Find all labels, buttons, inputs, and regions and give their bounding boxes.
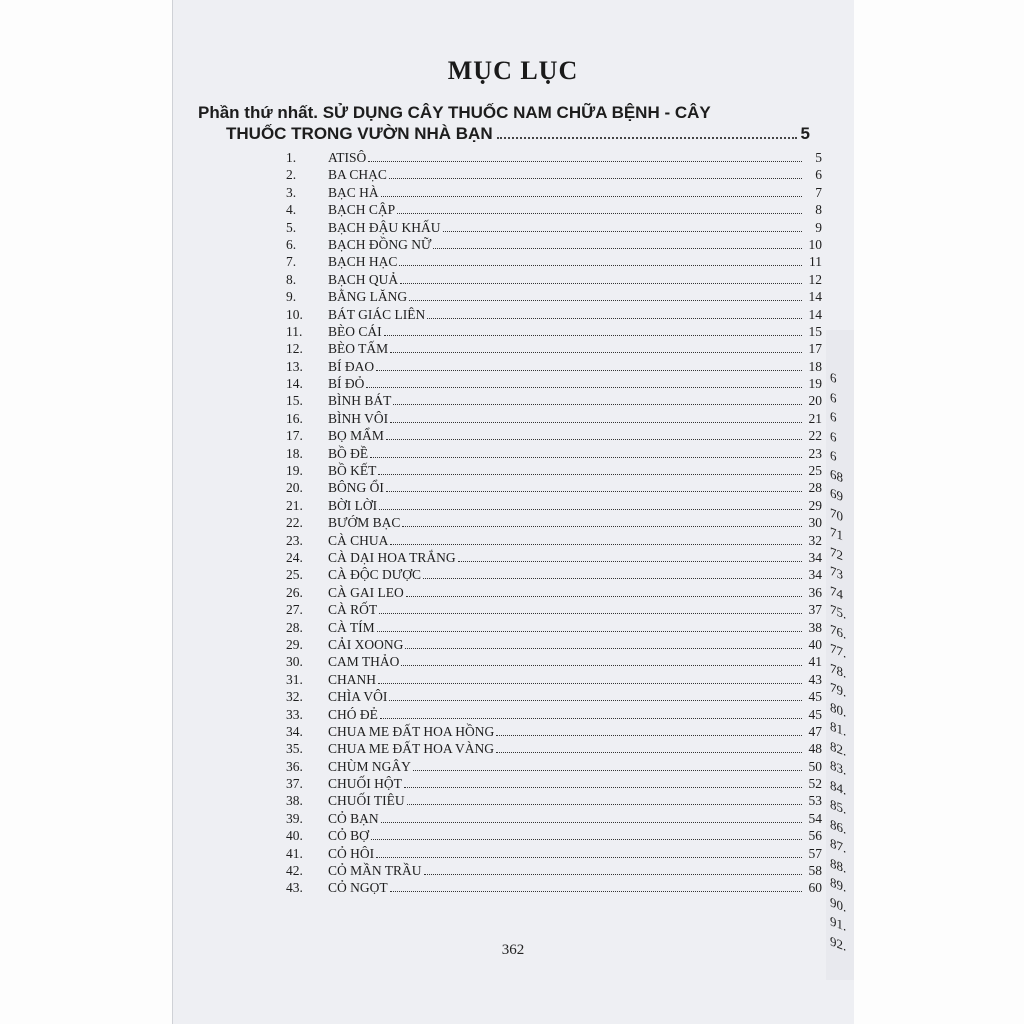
toc-entry <box>286 654 822 671</box>
entry-number: 24. <box>286 549 303 565</box>
entry-number: 28. <box>286 619 303 635</box>
entry-page: 30 <box>808 515 822 531</box>
entry-page: 52 <box>808 776 822 792</box>
entry-title: BẠCH HẠC <box>328 254 398 270</box>
dot-leader <box>400 283 802 284</box>
next-page-fragment: 83. <box>830 757 847 778</box>
entry-number: 14. <box>286 376 303 392</box>
entry-title: BÁT GIÁC LIÊN <box>328 306 426 322</box>
toc-entry <box>286 550 822 567</box>
entry-page: 57 <box>808 845 822 861</box>
dot-leader <box>390 352 802 353</box>
next-page-fragment: 78. <box>830 659 847 681</box>
next-page-fragment: 6 <box>830 427 837 445</box>
dot-leader <box>390 544 802 545</box>
entry-title: BƯỚM BẠC <box>328 515 401 531</box>
toc-entry <box>286 637 822 654</box>
toc-entry <box>286 724 822 741</box>
entry-page: 41 <box>808 654 822 670</box>
dot-leader <box>405 648 802 649</box>
dot-leader <box>393 404 802 405</box>
dot-leader <box>368 161 802 162</box>
toc-entry <box>286 341 822 358</box>
entry-page: 7 <box>815 184 822 200</box>
next-page-fragment: 91. <box>830 913 847 934</box>
dot-leader <box>402 526 802 527</box>
toc-entry <box>286 602 822 619</box>
dot-leader <box>407 804 802 805</box>
toc-entry <box>286 289 822 306</box>
entry-page: 10 <box>808 236 822 252</box>
entry-title: BẠC HÀ <box>328 184 379 200</box>
toc-entry <box>286 585 822 602</box>
entry-page: 40 <box>808 636 822 652</box>
entry-page: 14 <box>808 306 822 322</box>
dot-leader <box>389 700 802 701</box>
entry-number: 5. <box>286 219 297 235</box>
toc-entry <box>286 567 822 584</box>
entry-title: CỎ BẠN <box>328 810 379 826</box>
entry-number: 26. <box>286 584 303 600</box>
toc-entry <box>286 324 822 341</box>
entry-title: BẠCH QUẢ <box>328 271 399 287</box>
entry-title: CHÌA VÔI <box>328 689 388 705</box>
dot-leader <box>390 422 802 423</box>
entry-page: 12 <box>808 271 822 287</box>
next-page-fragment: 75. <box>830 601 847 622</box>
entry-number: 29. <box>286 636 303 652</box>
toc-entry <box>286 828 822 845</box>
next-page-fragment: 79. <box>830 679 847 700</box>
part-heading-line2: THUỐC TRONG VƯỜN NHÀ BẠN <box>226 124 493 143</box>
entry-page: 15 <box>808 323 822 339</box>
entry-title: CÀ DẠI HOA TRẮNG <box>328 549 456 565</box>
entry-page: 34 <box>808 549 822 565</box>
entry-number: 17. <box>286 428 303 444</box>
entry-number: 22. <box>286 515 303 531</box>
dot-leader <box>397 213 802 214</box>
dot-leader <box>496 735 802 736</box>
dot-leader <box>423 578 802 579</box>
entry-number: 9. <box>286 289 297 305</box>
entry-page: 45 <box>808 706 822 722</box>
next-page-fragment: 89. <box>830 874 847 895</box>
entry-page: 5 <box>815 150 822 165</box>
toc-entry <box>286 428 822 445</box>
toc-entry <box>286 463 822 480</box>
entry-title: BÈO TẤM <box>328 341 389 357</box>
toc-entry <box>286 846 822 863</box>
toc-entry <box>286 533 822 550</box>
entry-number: 1. <box>286 150 297 165</box>
entry-page: 14 <box>808 289 822 305</box>
dot-leader <box>376 370 802 371</box>
entry-title: CHÓ ĐẺ <box>328 706 378 722</box>
dot-leader <box>409 300 802 301</box>
toc-entry <box>286 254 822 271</box>
entry-page: 60 <box>808 880 822 896</box>
dot-leader <box>404 787 802 788</box>
next-page-fragment: 69 <box>830 484 843 505</box>
toc-entry <box>286 863 822 880</box>
entry-page: 36 <box>808 584 822 600</box>
dot-leader <box>413 770 802 771</box>
next-page-edge <box>826 330 854 980</box>
dot-leader <box>389 178 802 179</box>
toc-entry <box>286 741 822 758</box>
entry-page: 17 <box>808 341 822 357</box>
entry-number: 18. <box>286 445 303 461</box>
dot-leader <box>370 457 802 458</box>
entry-number: 4. <box>286 202 297 218</box>
entry-number: 12. <box>286 341 303 357</box>
toc-entry <box>286 411 822 428</box>
toc-entry <box>286 167 822 184</box>
next-page-fragment: 92. <box>830 932 847 954</box>
entry-number: 11. <box>286 323 303 339</box>
entry-page: 56 <box>808 828 822 844</box>
entry-page: 23 <box>808 445 822 461</box>
entry-title: BÍ ĐỎ <box>328 376 365 392</box>
dot-leader <box>377 631 802 632</box>
part-heading-line1: Phần thứ nhất. SỬ DỤNG CÂY THUỐC NAM CHỮA BỆNH - CÂY <box>198 103 711 122</box>
part-heading <box>198 102 810 144</box>
toc-entry <box>286 185 822 202</box>
entry-page: 53 <box>808 793 822 809</box>
next-page-fragment: 81. <box>830 718 847 739</box>
dot-leader <box>371 839 802 840</box>
entry-page: 25 <box>808 463 822 479</box>
page-number: 362 <box>501 942 525 958</box>
entry-title: CỎ NGỌT <box>328 880 388 896</box>
dot-leader <box>381 196 802 197</box>
entry-number: 38. <box>286 793 303 809</box>
dot-leader <box>384 335 802 336</box>
toc-entry <box>286 202 822 219</box>
entry-title: BẠCH ĐỒNG NỮ <box>328 236 432 252</box>
entry-title: CÀ RỐT <box>328 602 378 618</box>
dot-leader <box>497 137 797 139</box>
table-of-contents <box>286 150 822 898</box>
toc-entry <box>286 272 822 289</box>
dot-leader <box>378 474 802 475</box>
entry-title: BỒ KẾT <box>328 463 377 479</box>
next-page-fragment: 6 <box>830 446 837 465</box>
entry-title: CAM THẢO <box>328 654 400 670</box>
dot-leader <box>386 439 802 440</box>
entry-number: 41. <box>286 845 303 861</box>
entry-title: BA CHẠC <box>328 167 387 183</box>
entry-number: 2. <box>286 167 297 183</box>
toc-entry <box>286 359 822 376</box>
toc-entry <box>286 707 822 724</box>
entry-title: CỎ HÔI <box>328 845 375 861</box>
toc-entry <box>286 220 822 237</box>
entry-page: 43 <box>808 671 822 687</box>
entry-number: 25. <box>286 567 303 583</box>
next-page-fragment: 87. <box>830 835 847 856</box>
entry-page: 19 <box>808 376 822 392</box>
dot-leader <box>433 248 802 249</box>
next-page-fragment: 88. <box>830 854 847 876</box>
toc-entry <box>286 776 822 793</box>
book-background-left <box>0 0 172 1024</box>
entry-number: 10. <box>286 306 303 322</box>
toc-entry <box>286 880 822 897</box>
next-page-fragment: 68 <box>830 465 843 485</box>
entry-title: BẠCH ĐẬU KHẤU <box>328 219 441 235</box>
dot-leader <box>427 318 802 319</box>
entry-number: 35. <box>286 741 303 757</box>
next-page-fragment: 6 <box>830 407 837 426</box>
toc-entry <box>286 620 822 637</box>
entry-title: CÀ ĐỘC DƯỢC <box>328 567 421 583</box>
entry-page: 47 <box>808 723 822 739</box>
next-page-fragment: 72 <box>830 543 843 563</box>
toc-entry <box>286 150 822 167</box>
entry-title: CÀ GAI LEO <box>328 584 404 600</box>
entry-number: 30. <box>286 654 303 670</box>
entry-number: 7. <box>286 254 297 270</box>
entry-number: 16. <box>286 410 303 426</box>
entry-title: BÌNH VÔI <box>328 410 389 426</box>
dot-leader <box>424 874 802 875</box>
entry-title: BẠCH CẬP <box>328 202 396 218</box>
entry-page: 21 <box>808 410 822 426</box>
toc-entry <box>286 498 822 515</box>
entry-title: CỎ MẦN TRẦU <box>328 863 422 879</box>
part-heading-line2-row <box>198 123 810 144</box>
entry-page: 45 <box>808 689 822 705</box>
toc-entry <box>286 237 822 254</box>
next-page-fragment: 77. <box>830 640 847 661</box>
entry-number: 36. <box>286 758 303 774</box>
entry-number: 23. <box>286 532 303 548</box>
entry-page: 34 <box>808 567 822 583</box>
entry-number: 27. <box>286 602 303 618</box>
entry-page: 48 <box>808 741 822 757</box>
entry-page: 37 <box>808 602 822 618</box>
entry-number: 42. <box>286 863 303 879</box>
entry-page: 58 <box>808 863 822 879</box>
toc-entry <box>286 811 822 828</box>
toc-entry <box>286 672 822 689</box>
entry-title: BÔNG ỔI <box>328 480 384 496</box>
dot-leader <box>380 718 802 719</box>
toc-entry <box>286 689 822 706</box>
entry-title: CHANH <box>328 671 377 687</box>
next-page-fragment: 74 <box>830 582 843 602</box>
next-page-fragment: 84. <box>830 776 847 798</box>
entry-page: 22 <box>808 428 822 444</box>
entry-title: BỌ MẨM <box>328 428 384 444</box>
dot-leader <box>376 857 802 858</box>
entry-title: BẰNG LĂNG <box>328 289 408 305</box>
dot-leader <box>366 387 802 388</box>
entry-page: 32 <box>808 532 822 548</box>
entry-title: CÀ CHUA <box>328 532 389 548</box>
entry-number: 32. <box>286 689 303 705</box>
entry-number: 15. <box>286 393 303 409</box>
toc-entry <box>286 793 822 810</box>
entry-number: 21. <box>286 497 303 513</box>
entry-page: 38 <box>808 619 822 635</box>
dot-leader <box>378 683 802 684</box>
entry-number: 19. <box>286 463 303 479</box>
toc-entry <box>286 446 822 463</box>
entry-number: 8. <box>286 271 297 287</box>
dot-leader <box>386 491 802 492</box>
entry-page: 54 <box>808 810 822 826</box>
dot-leader <box>406 596 802 597</box>
next-page-fragment: 80. <box>830 698 847 720</box>
entry-page: 28 <box>808 480 822 496</box>
entry-number: 37. <box>286 776 303 792</box>
next-page-fragment: 6 <box>830 368 837 387</box>
entry-title: CHUA ME ĐẤT HOA VÀNG <box>328 741 495 757</box>
entry-title: CÀ TÍM <box>328 619 375 635</box>
entry-page: 9 <box>815 219 822 235</box>
entry-title: BỜI LỜI <box>328 497 378 513</box>
entry-title: BÈO CÁI <box>328 323 382 339</box>
dot-leader <box>496 752 802 753</box>
next-page-fragment: 6 <box>830 388 837 406</box>
next-page-fragment: 70 <box>830 504 843 524</box>
entry-title: CHUỐI HỘT <box>328 776 402 792</box>
dot-leader <box>401 665 802 666</box>
entry-page: 6 <box>815 167 822 183</box>
entry-title: BÌNH BÁT <box>328 393 392 409</box>
entry-number: 34. <box>286 723 303 739</box>
toc-entry <box>286 307 822 324</box>
entry-number: 13. <box>286 358 303 374</box>
toc-entry <box>286 515 822 532</box>
entry-page: 29 <box>808 497 822 513</box>
next-page-fragment: 82. <box>830 737 847 759</box>
dot-leader <box>399 265 802 266</box>
entry-title: CHUA ME ĐẤT HOA HỒNG <box>328 723 495 739</box>
entry-page: 20 <box>808 393 822 409</box>
entry-number: 39. <box>286 810 303 826</box>
entry-title: CỎ BỢ <box>328 828 369 844</box>
next-page-fragment: 85. <box>830 796 847 817</box>
entry-number: 31. <box>286 671 303 687</box>
dot-leader <box>379 509 802 510</box>
book-background-right <box>854 0 1024 1024</box>
dot-leader <box>381 822 802 823</box>
entry-number: 3. <box>286 184 297 200</box>
entry-title: ATISÔ <box>328 150 367 165</box>
next-page-fragment: 73 <box>830 562 843 583</box>
entry-page: 50 <box>808 758 822 774</box>
entry-title: CẢI XOONG <box>328 636 404 652</box>
entry-page: 11 <box>809 254 822 270</box>
toc-entry <box>286 480 822 497</box>
entry-number: 33. <box>286 706 303 722</box>
entry-number: 40. <box>286 828 303 844</box>
entry-number: 20. <box>286 480 303 496</box>
toc-entry <box>286 376 822 393</box>
dot-leader <box>443 231 802 232</box>
entry-number: 43. <box>286 880 303 896</box>
entry-number: 6. <box>286 236 297 252</box>
toc-entry <box>286 393 822 410</box>
next-page-fragment: 76. <box>830 620 847 642</box>
part-page-number: 5 <box>800 124 810 143</box>
dot-leader <box>379 613 802 614</box>
entry-title: BỒ ĐỀ <box>328 445 369 461</box>
entry-title: CHÙM NGÂY <box>328 758 411 774</box>
entry-page: 18 <box>808 358 822 374</box>
next-page-fragment: 90. <box>830 893 847 915</box>
next-page-fragment: 71 <box>830 523 843 544</box>
entry-title: BÍ ĐAO <box>328 358 375 374</box>
dot-leader <box>390 891 802 892</box>
next-page-fragment: 86. <box>830 815 847 837</box>
dot-leader <box>458 561 802 562</box>
entry-page: 8 <box>815 202 822 218</box>
page-title: MỤC LỤC <box>447 56 579 85</box>
toc-entry <box>286 759 822 776</box>
entry-title: CHUỐI TIÊU <box>328 793 405 809</box>
